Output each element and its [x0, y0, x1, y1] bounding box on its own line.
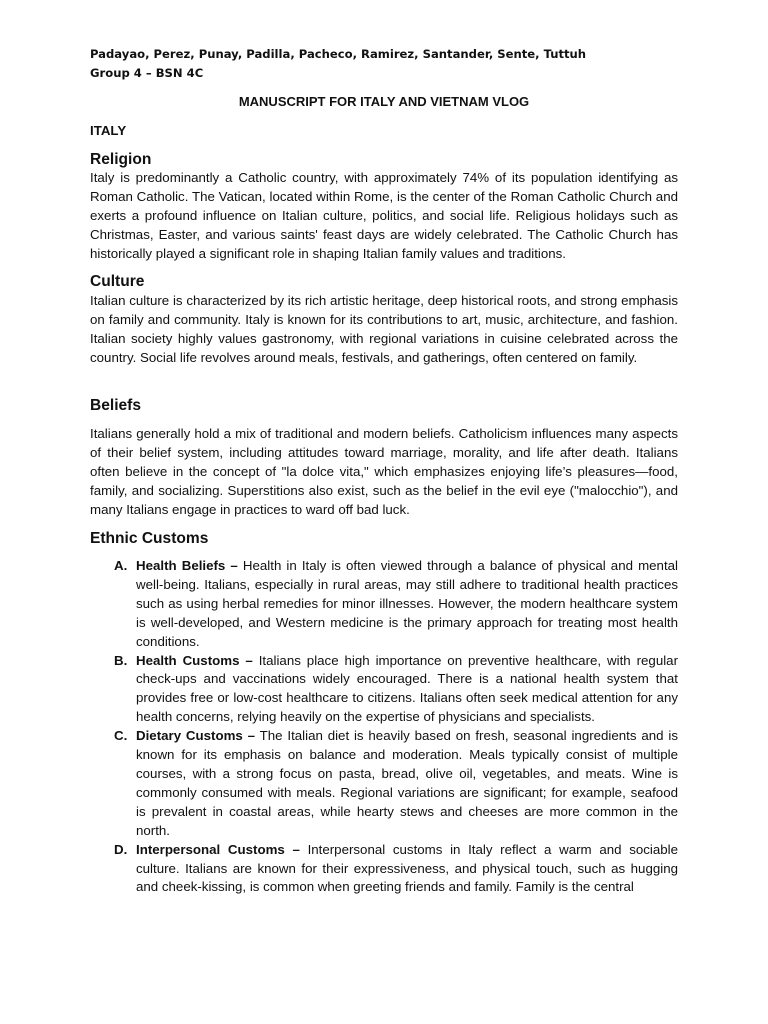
beliefs-paragraph: Italians generally hold a mix of traditional and modern beliefs. Catholicism influences many aspects of their belief system, including attitudes toward marriage, morality, and life after death. Italians often believe in the concept of "la dolce vita," which emphasizes enjoying life’s pleasures—food, family, and socializing. Superstitions also exist, such as the belief in the evil eye ("malocchio"), and many Italians engage in practices to ward off bad luck.	[90, 426, 678, 517]
list-marker: C.	[114, 728, 128, 744]
beliefs-heading: Beliefs	[90, 397, 141, 414]
list-item	[90, 727, 678, 840]
custom-text: Health in Italy is often viewed through a balance of physical and mental well-being. Italians, especially in rural areas, may still adhere to traditional health practices such as using herbal remedies for minor illnesses. However, the modern healthcare system is well-developed, and Western medicine is the primary approach for treating most health conditions.	[136, 558, 678, 649]
list-item	[90, 557, 678, 652]
country-heading: ITALY	[90, 123, 127, 138]
list-marker: D.	[114, 841, 128, 857]
culture-paragraph: Italian culture is characterized by its rich artistic heritage, deep historical roots, and strong emphasis on family and community. Italy is known for its contributions to art, music, architecture, and fashion. Italian society highly values gastronomy, with regional variations in cuisine celebrated across the country. Social life revolves around meals, festivals, and gatherings, often centered on family.	[90, 293, 678, 365]
authors-line: Padayao, Perez, Punay, Padilla, Pacheco, Ramirez, Santander, Sente, Tuttuh	[90, 47, 587, 61]
custom-title: Interpersonal Customs –	[136, 841, 300, 857]
ethnic-customs-heading: Ethnic Customs	[90, 530, 209, 547]
list-marker: B.	[114, 652, 128, 668]
religion-heading: Religion	[90, 151, 152, 168]
custom-text: Interpersonal customs in Italy reflect a warm and sociable culture. Italians are known for their expressiveness, and physical touch, such as hugging and cheek-kissing, is common when greeting friends and family. Family is the central	[136, 841, 678, 895]
custom-title: Health Beliefs –	[136, 558, 238, 573]
list-item	[90, 652, 678, 728]
custom-text: Italians place high importance on preventive healthcare, with regular check-ups and vaccinations widely encouraged. There is a national health system that provides free or low-cost healthcare to citizens. Italians often seek medical attention for any health concerns, relying heavily on the expertise of physicians and specialists.	[136, 652, 678, 725]
religion-paragraph: Italy is predominantly a Catholic country, with approximately 74% of its population identifying as Roman Catholic. The Vatican, located within Rome, is the center of the Roman Catholic Church and exerts a profound influence on Italian culture, politics, and social life. Religious holidays such as Christmas, Easter, and various saints' feast days are widely celebrated. The Catholic Church has historically played a significant role in shaping Italian family values and traditions.	[90, 170, 678, 261]
custom-title: Dietary Customs –	[136, 728, 256, 744]
culture-heading: Culture	[90, 273, 145, 290]
custom-text: The Italian diet is heavily based on fresh, seasonal ingredients and is known for its emphasis on balance and moderation. Meals typically consist of multiple courses, with a strong focus on pasta, bread, olive oil, vegetables, and meats. Wine is commonly consumed with meals. Regional variations are significant; for example, seafood is prevalent in coastal areas, while hearty stews and cheeses are more common in the north.	[136, 728, 678, 838]
ethnic-customs-list	[90, 557, 678, 897]
custom-title: Health Customs –	[136, 652, 253, 668]
document-title: MANUSCRIPT FOR ITALY AND VIETNAM VLOG	[238, 94, 530, 109]
list-marker: A.	[114, 558, 128, 573]
group-line: Group 4 – BSN 4C	[90, 66, 204, 80]
list-item	[90, 841, 678, 898]
